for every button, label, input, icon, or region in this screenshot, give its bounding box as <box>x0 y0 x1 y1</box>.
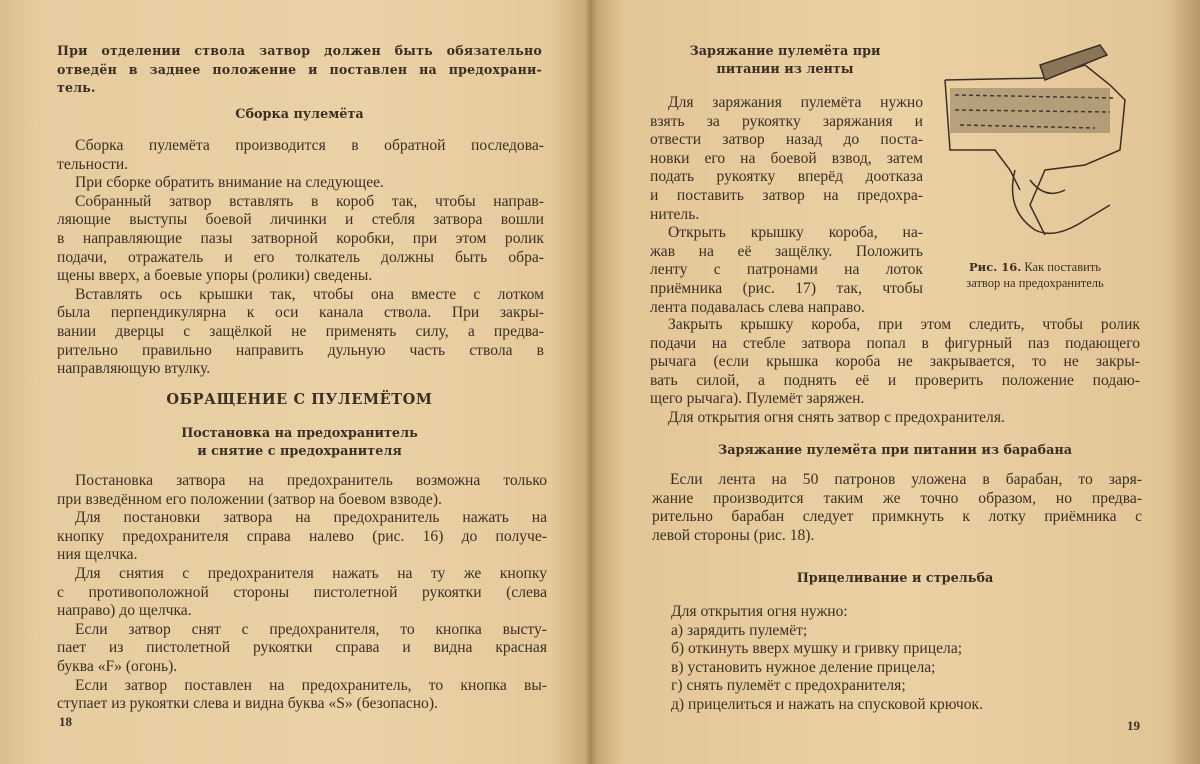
text-line: щены вверх, а боевые упоры (ролики) сведены. <box>57 267 373 285</box>
text-line: ступает из рукоятки слева и видна буква «S» (безопасно). <box>57 695 438 713</box>
figure-label: Рис. 16. <box>969 260 1022 274</box>
text-line: рительно барабан следует примкнуть к лотку приёмника с <box>652 508 1142 526</box>
paragraph <box>650 409 1140 428</box>
text-line: Для открытия огня снять затвор с предохранителя. <box>668 408 1005 426</box>
list-item: в) установить нужное деление прицела; <box>671 658 936 676</box>
text-line: левой стороны (рис. 18). <box>652 526 815 544</box>
paragraph <box>57 621 547 677</box>
safety-heading <box>57 425 542 461</box>
belt-heading <box>650 43 920 79</box>
text-line: щего рычага). Пулемёт заряжен. <box>650 390 865 408</box>
belt-heading-line: питании из ленты <box>716 62 854 77</box>
text-line: вать силой, а поднять её и проверить положение подаю- <box>650 371 1140 389</box>
text-line: лента подавалась слева направо. <box>650 298 865 316</box>
text-line: новки его на боевой взвод, затем <box>650 149 923 167</box>
page-number-left: 18 <box>59 714 72 729</box>
belt-heading-line: Заряжание пулемёта при <box>689 44 881 59</box>
aiming-list <box>671 603 1111 715</box>
text-line: Открыть крышку короба, на- <box>668 224 923 242</box>
safety-heading-line: Постановка на предохранитель <box>181 426 418 441</box>
text-line: рительно правильно направить дульную часть ствола в <box>57 341 544 359</box>
text-line: жав на её защёлку. Положить <box>650 242 923 260</box>
aiming-heading: Прицеливание и стрельба <box>796 571 994 586</box>
text-line: рычага (если крышка короба не закрывается, то не закры- <box>650 353 1140 371</box>
drum-heading: Заряжание пулемёта при питании из барабана <box>717 443 1073 458</box>
text-line: Закрыть крышку короба, при этом следить, чтобы ролик <box>668 316 1140 333</box>
text-line: Для заряжания пулемёта нужно <box>668 94 923 111</box>
text-line: приёмника (рис. 17) так, чтобы <box>650 279 923 297</box>
text-line: Для снятия с предохранителя нажать на ту же кнопку <box>75 564 547 582</box>
text-line: тельности. <box>57 155 129 173</box>
paragraph <box>650 316 1140 409</box>
text-line: подачи на стебле затвора попал в фигурный паз подающего <box>650 334 1140 352</box>
text-line: При отделении ствола затвор должен быть обязательно <box>57 43 542 58</box>
text-line: Для постановки затвора на предохранитель нажать на <box>75 509 547 527</box>
text-line: с противоположной стороны пистолетной рукоятки (слева <box>57 583 547 601</box>
text-line: отведён в заднее положение и поставлен на предохрани- <box>57 61 542 77</box>
text-line: При сборке обратить внимание на следующее. <box>75 174 384 192</box>
text-line: ленту с патронами на лоток <box>650 261 923 279</box>
paragraph <box>57 472 547 509</box>
figure-16-illustration <box>935 40 1135 255</box>
text-line: направо) до щелчка. <box>57 602 192 620</box>
list-item: а) зарядить пулемёт; <box>671 621 808 639</box>
paragraph <box>650 94 923 224</box>
intro-paragraph <box>57 42 542 98</box>
chapter-heading: ОБРАЩЕНИЕ С ПУЛЕМЁТОМ <box>166 391 433 408</box>
text-line: была перпендикулярна к оси канала ствола. При закры- <box>57 304 544 322</box>
text-line: пает из пистолетной рукоятки справа и видна красная <box>57 639 547 657</box>
text-line: Если лента на 50 патронов уложена в барабан, то заря- <box>670 471 1142 488</box>
paragraph <box>57 286 544 379</box>
text-line: кнопку предохранителя справа налево (рис. 16) до получе- <box>57 527 547 545</box>
assembly-heading: Сборка пулемёта <box>235 107 364 122</box>
paragraph <box>57 509 547 565</box>
list-item: б) откинуть вверх мушку и гривку прицела; <box>671 640 963 658</box>
text-line: буква «F» (огонь). <box>57 657 178 675</box>
text-line: Собранный затвор вставлять в короб так, чтобы направ- <box>75 192 544 210</box>
paragraph <box>57 565 547 621</box>
safety-heading-line: и снятие с предохранителя <box>197 444 402 459</box>
paragraph <box>57 137 544 174</box>
text-line: Сборка пулемёта производится в обратной последова- <box>75 137 544 154</box>
figure-16-caption <box>935 259 1135 291</box>
paragraph <box>57 677 547 714</box>
figure-caption-1: Как поставить <box>1024 260 1101 274</box>
safety-section <box>57 472 547 714</box>
text-line: отвести затвор назад до поста- <box>650 131 923 149</box>
text-line: ляющие выступы боевой личинки и стебля затвора вошли <box>57 211 544 229</box>
text-line: ния щелчка. <box>57 546 138 564</box>
belt-section-narrow <box>650 94 923 317</box>
text-line: при взведённом его положении (затвор на боевом взводе). <box>57 490 442 508</box>
text-line: вании дверцы с защёлкой не применять силу, а предва- <box>57 322 544 340</box>
paragraph <box>57 193 544 286</box>
list-item: Для открытия огня нужно: <box>671 603 848 620</box>
text-line: жание производится таким же точно образом, но предва- <box>652 489 1142 507</box>
paragraph <box>57 174 544 193</box>
page-number-right: 19 <box>1127 718 1140 733</box>
text-line: Постановка затвора на предохранитель возможна только <box>75 472 547 489</box>
text-line: тель. <box>57 80 96 96</box>
list-item: д) прицелиться и нажать на спусковой крючок. <box>671 695 984 713</box>
text-line: нитель. <box>650 205 700 223</box>
text-line: Если затвор снят с предохранителя, то кнопка высту- <box>75 620 547 638</box>
figure-caption-2: затвор на предохранитель <box>966 276 1104 290</box>
text-line: подать рукоятку вперёд доотказа <box>650 168 923 186</box>
text-line: и поставить затвор на предохра- <box>650 186 923 204</box>
text-line: направляющую втулку. <box>57 360 211 378</box>
text-line: в направляющие пазы затворной коробки, при этом ролик <box>57 229 544 247</box>
paragraph <box>650 224 923 317</box>
drum-paragraph <box>652 471 1142 545</box>
assembly-section <box>57 137 544 379</box>
text-line: подачи, отражатель и его толкатель должны быть обра- <box>57 248 544 266</box>
text-line: Если затвор поставлен на предохранитель, то кнопка вы- <box>75 676 547 694</box>
list-item: г) снять пулемёт с предохранителя; <box>671 677 906 695</box>
text-line: взять за рукоятку заряжания и <box>650 112 923 130</box>
belt-section-wide <box>650 316 1140 428</box>
text-line: Вставлять ось крышки так, чтобы она вместе с лотком <box>75 285 544 303</box>
